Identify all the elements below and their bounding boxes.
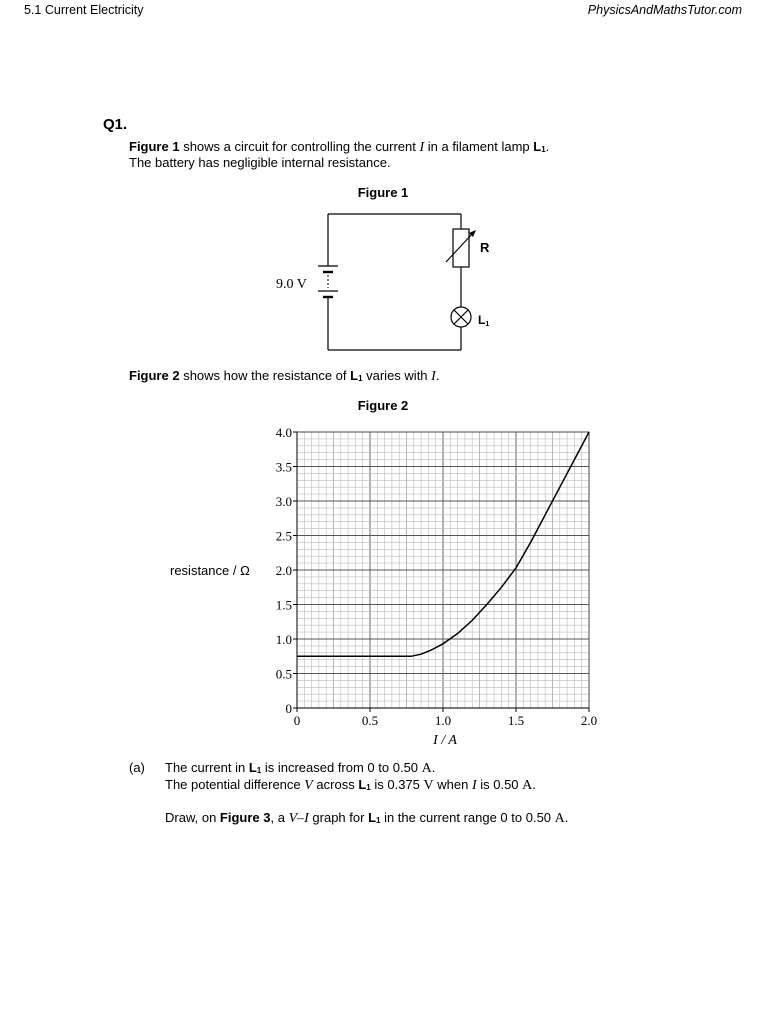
fig2-end: .: [435, 368, 440, 383]
chart-x-axis-label: I / A: [433, 733, 457, 748]
intro-end: .: [545, 139, 550, 154]
pa1-unit: A: [421, 761, 432, 776]
chart-grid: [297, 432, 589, 708]
page-header-right: PhysicsAndMathsTutor.com: [587, 3, 742, 17]
x-tick-label: 1.0: [434, 713, 452, 728]
pa2-var-v: V: [304, 778, 313, 793]
figure-2-title: Figure 2: [357, 398, 409, 413]
y-tick-label: 0: [285, 701, 292, 716]
figure-3-ref: Figure 3: [219, 810, 271, 825]
battery-symbol: [318, 266, 338, 297]
pa1-text-b: is increased from 0 to 0.50: [261, 760, 422, 775]
pa2-text-b: across: [312, 777, 359, 792]
pa1-text-a: The current in: [165, 760, 249, 775]
pa2-lamp: L: [358, 777, 367, 792]
pa2-unit-v: V: [423, 778, 434, 793]
circuit-diagram: [260, 205, 520, 357]
lamp-label-main: L: [478, 313, 486, 327]
pa1-end: .: [431, 760, 436, 775]
y-tick-label: 2.0: [275, 563, 292, 578]
pa3-end: .: [564, 810, 569, 825]
pa3-text-d: in the current range 0 to 0.50: [380, 810, 555, 825]
intro-line-2: The battery has negligible internal resistance.: [129, 155, 391, 170]
pa3-lamp: L: [368, 810, 377, 825]
intro-text-a: shows a circuit for controlling the current: [179, 139, 420, 154]
y-tick-label: 1.0: [275, 632, 292, 647]
question-number: Q1.: [103, 116, 128, 133]
x-tick-label: 0: [293, 713, 301, 728]
pa2-end: .: [532, 777, 536, 792]
resistance-current-chart: [160, 420, 620, 755]
pa3-var-vi: V–I: [288, 811, 309, 826]
y-tick-label: 1.5: [275, 597, 292, 613]
fig2-text-a: shows how the resistance of: [179, 368, 351, 383]
pa2-var-i: I: [471, 778, 477, 793]
y-tick-label: 2.5: [275, 528, 292, 544]
y-tick-label: 3.5: [275, 459, 292, 475]
battery-label: 9.0 V: [276, 277, 307, 292]
y-tick-label: 4.0: [275, 425, 292, 440]
chart-y-axis-label: resistance / Ω: [170, 563, 250, 578]
variable-resistor-symbol: [446, 229, 476, 267]
pa2-text-c: is 0.375: [370, 777, 424, 792]
lamp-label-sub: 1: [485, 321, 490, 328]
pa2-text-d: when: [433, 777, 472, 792]
figure-1-title: Figure 1: [357, 185, 409, 200]
pa3-text-c: graph for: [308, 810, 369, 825]
lamp-label: [478, 313, 489, 328]
fig2-lamp: L: [350, 368, 359, 383]
pa1-lamp: L: [248, 760, 257, 775]
pa3-text-a: Draw, on: [165, 810, 220, 825]
fig2-text-b: varies with: [362, 368, 432, 383]
fig2-var-current: I: [431, 369, 436, 384]
chart-tick-labels: [276, 425, 597, 728]
pa2-unit-a: A: [522, 778, 533, 793]
x-tick-label: 2.0: [580, 713, 598, 728]
pa2-text-e: is 0.50: [476, 777, 523, 792]
pa3-text-b: , a: [270, 810, 289, 825]
part-a-label: (a): [129, 760, 145, 775]
figure-1-ref: Figure 1: [129, 139, 180, 154]
y-tick-label: 3.0: [275, 494, 292, 509]
part-a-line-2: [165, 777, 536, 796]
intro-text-b: in a filament lamp: [424, 139, 534, 154]
part-a-line-3: [165, 810, 568, 829]
fig2-lamp-sub: 1: [358, 374, 363, 383]
filament-lamp-symbol: [451, 307, 471, 327]
figure-2-sentence: [129, 368, 439, 386]
var-current: I: [419, 140, 425, 155]
page-header-left: 5.1 Current Electricity: [24, 3, 144, 17]
pa2-lamp-sub: 1: [366, 783, 371, 792]
figure-2-ref: Figure 2: [129, 368, 180, 383]
pa3-lamp-sub: 1: [376, 816, 381, 825]
y-tick-label: 0.5: [275, 666, 292, 682]
pa3-unit: A: [554, 811, 565, 826]
x-tick-label: 0.5: [361, 713, 379, 728]
lamp-name: L: [533, 139, 542, 154]
pa2-text-a: The potential difference: [165, 777, 305, 792]
lamp-subscript: 1: [541, 145, 546, 154]
pa1-lamp-sub: 1: [256, 766, 262, 775]
x-tick-label: 1.5: [507, 713, 525, 728]
resistor-label: R: [480, 240, 490, 255]
